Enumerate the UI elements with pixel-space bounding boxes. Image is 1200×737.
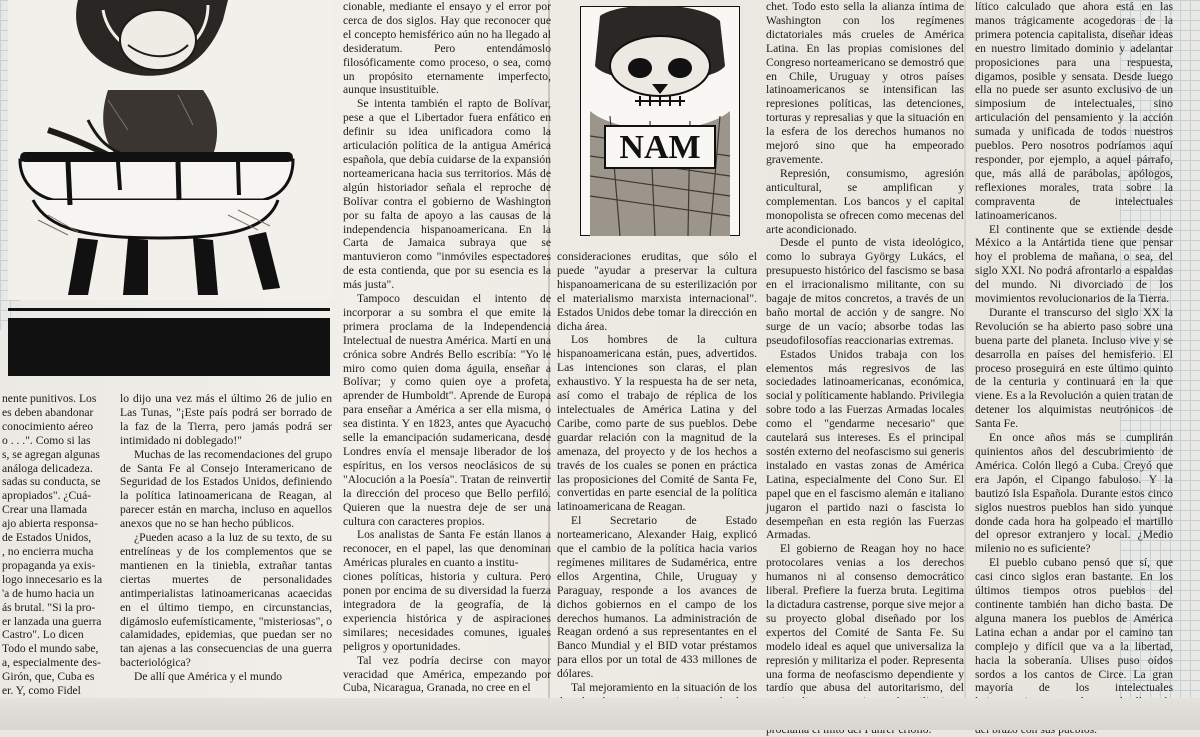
paragraph: Los hombres de la cultura hispanoamericana están, pues, advertidos. Las intenciones son claras, el plan exhaustivo. Y la respuesta ha de ser neta, así como el trabajo de réplica de los intelectuales de América Latina y del Caribe, como parte de sus pueblos. Debe guardar relación con la magnitud de la amenaza, del proyecto y de los hechos a través de los cuales se ponen en práctica las proposiciones del Comité de Santa Fe, convertidas en parte esencial de la política latinoamericana de Reagan. (557, 333, 757, 514)
column-1-line: sadas su conducta, se (2, 475, 101, 489)
caricature-illustration (8, 0, 333, 300)
paragraph: ¿Pueden acaso a la luz de su texto, de su entrelíneas y de los complementos que se mantienen en la tiniebla, extrañar tantas ciertas muertes de personalidades antimperialistas latinoamericanas acaecidas en el último tiempo, en circunstancias, digámoslo eufemísticamente, "misteriosas", o calamidades, epidemias, que puedan ser no tan ajenas a las consecuencias de una guerra bacteriológica? (120, 531, 332, 670)
column-1-line: Crear una llamada (2, 503, 87, 517)
scan-bottom-edge (0, 698, 1200, 730)
column-1-line: de Estados Unidos, (2, 531, 92, 545)
paragraph: Estados Unidos trabaja con los elementos más regresivos de las sociedades latinoamericanas, económica, social y políticamente hablando. Privilegia sobre todo a las Fuerzas Armadas locales como el "gendarme necesario" que cautelará sus intereses. Es el principal sostén externo del neofascismo sui generis instalado en vastas zonas de América Latina, especialmente del Cono Sur. El papel que en el fascismo alemán e italiano jugaron el partido nazi o fascista lo desempeñan en esta región las Fuerzas Armadas. (766, 347, 965, 542)
paragraph: El continente que se extiende desde México a la Antártida tiene que pensar hoy el problema de mañana, o sea, del siglo XXI. No podrá afrontarlo a espaldas del mundo. Ni divorciado de los movimientos revolucionarios de la Tierra. (975, 222, 1173, 306)
column-4 (557, 250, 757, 723)
paragraph: chet. Todo esto sella la alianza íntima de Washington con los regímenes dictatoriales más crueles de América Latina. En las propias comisiones del Congreso norteamericano se demostró que en Chile, Uruguay y otros países latinoamericanos se intensifican las represiones políticas, las detenciones, torturas y represalias y que la situación en la esfera de los derechos humanos no mejoró sino que ha empeorado gravemente. (766, 0, 964, 166)
banner-word: NAM (619, 129, 701, 166)
black-banner (8, 318, 330, 376)
column-1 (2, 392, 110, 698)
column-1-line: Todo el mundo sabe, (2, 642, 99, 656)
column-1-line: ás brutal. "Si la pro- (2, 600, 96, 614)
paragraph: En once años más se cumplirán quinientos años del descubrimiento de América. Colón llegó a Cuba. Creyó que era Japón, el Cipango fabuloso. Y la bautizó Isla Española. Durante estos cinco siglos nuestros pueblos han sido yunque donde cada hora ha golpeado el martillo del opresor extranjero y local. ¿Medio milenio no es suficiente? (975, 431, 1173, 556)
paragraph: lítico calculado que ahora está en las manos trágicamente acogedoras de la primera potencia capitalista, diseñar ideas en nuestro limitado dominio y adelantar proposiciones para una respuesta, digamos, posible y sensata. Desde luego ella no puede ser asunto exclusivo de un simposium de intelectuales, sino articulación del pensamiento y la acción sumada y unificada de todos nuestros pueblos. Pero nosotros podríamos aquí responder, por ejemplo, a aquel párrafo, que, más allá de parábolas, apólogos, reflexiones morales, trata sobre la compraventa de intelectuales latinoamericanos. (975, 0, 1173, 222)
paragraph: Tal vez podría decirse con mayor veracidad que América, empezando por Cuba, Nicaragua, Granada, no cree en el (343, 653, 551, 695)
column-1-line: er lanzada una guerra (2, 614, 102, 628)
paragraph: Muchas de las recomendaciones del grupo de Santa Fe al Consejo Interamericano de Seguridad de los Estados Unidos, definiendo la política latinoamericana de Reagan, al parecer están en marcha, incluso en aquellos anexos que no se han hecho públicos. (120, 447, 332, 531)
rule-line (8, 308, 330, 311)
column-1-line: análoga delicadeza. (2, 461, 93, 475)
column-5 (766, 0, 964, 737)
paragraph: El gobierno de Reagan hoy no hace protocolares venias a los derechos humanos ni al consenso democrático liberal. Prefiere la fuerza bruta. Legitima la dictadura castrense, porque sive mejor a su proyecto global diseñado por los expertos del Comité de Santa Fe. Su modelo ideal es aquel que universaliza la represión y militariza el poder. Representa una forma de neofascismo dependiente y tardío que abusa del autoritarismo, del (766, 542, 964, 695)
column-1-line: 'a de humo hacia un (2, 586, 95, 600)
skull-illustration (580, 6, 740, 236)
paragraph: Tampoco descuidan el intento de incorporar a su sombra el que emite la primera proclama de la Independencia Intelectual de nuestra América. Martí en una crónica sobre Andrés Bello escribía: "Yo le miro como quien doma águila, enseñar a Bolívar; y como quien oye a profeta, aprender de Humboldt". Aprende de Europa para enseñar a América a ser ella misma, o sea distinta. Y en 1823, antes que Ayacucho selle la emancipación sudamericana, desde Londres envía el mensaje liberador de los espíritus, en los versos neoclásicos de su "Alocución a la Poesía". Tratan de reinvertir la dirección del proceso que Bello perfiló. Quieren que la nuestra deje de ser una cultura con caracteres propios. (343, 292, 551, 528)
paragraph: Tal mejoramiento en la situación de los (571, 681, 757, 695)
column-6 (975, 0, 1173, 737)
paragraph: El Secretario de Estado norteamericano, Alexander Haig, explicó que el cambio de la política hacia varios regímenes militares de Sudamérica, entre ellos Argentina, Chile, Uruguay y Paraguay, responde a los avances de dichos gobiernos en el campo de los derechos humanos. La administración de Reagan ordenó a sus representantes en el Banco Mundial y el BID votar préstamos para ellos por un total de 433 millones de dólares. (557, 514, 757, 681)
paragraph: El pueblo cubano pensó que sí, que casi cinco siglos eran bastante. En los últimos tiempos otros pueblos del continente también han dicho basta. De alguna manera los pueblos de América Latina echan a andar por el camino tan complejo y difícil que va a la libertad, hacia la soberanía. Ulises puso oídos sordos a los cantos de Circe. La gran mayoría de los intelectuales (975, 556, 1173, 695)
column-1-line: nente punitivos. Los (2, 392, 97, 405)
paragraph: Durante el transcurso del siglo XX la Revolución se ha abierto paso sobre una buena parte del planeta. Incluso vive y se desarrolla en países del hemisferio. El proceso proseguirá en este último quinto de la centuria y continuará en la que viene. Es a la Revolución a quien tratan de detener los alquimistas neutrónicos de Santa Fe. (975, 305, 1173, 431)
paragraph: cionable, mediante el ensayo y el error por cerca de dos siglos. Hay que reconocer que el concepto hemisférico aún no ha llegado al desideratum. Pero entendámoslo filosóficamente como proceso, o sea, como un propósito eternamente imperfecto, aunque insustituible. (343, 0, 551, 97)
column-1-line: o . . .". Como si las (2, 433, 91, 447)
column-1-line: propaganda ya exis- (2, 558, 96, 572)
column-1-line: Girón, que, Cuba es (2, 670, 95, 684)
column-1-line: er. Y, como Fidel (2, 684, 81, 698)
paragraph: Represión, consumismo, agresión anticultural, se amplifican y complementan. Los bancos y el capital monopolista se ofrecen como mecenas del arte acondicionado. (766, 166, 964, 236)
paragraph: De allí que América y el mundo (134, 670, 283, 684)
column-1-line: es deben abandonar (2, 405, 94, 419)
column-2 (120, 392, 332, 684)
paragraph: lo dijo una vez más el último 26 de julio en Las Tunas, "¡Este país podrá ser borrado de la faz de la Tierra, pero jamás podrá ser intimidado ni doblegado!" (120, 392, 332, 447)
column-1-line: conocimiento aéreo (2, 419, 94, 433)
column-1-line: , no encierra mucha (2, 544, 94, 558)
column-1-line: Castro". Lo dicen (2, 628, 84, 642)
paragraph: consideraciones eruditas, que sólo el puede "ayudar a preservar la cultura hispanoamericana de su esterilización por el materialismo marxista internacional". Estados Unidos debe tomar la dirección en dicha área. (557, 250, 757, 333)
paragraph: Los analistas de Santa Fe están llanos a reconocer, en el papel, las que denominan Américas plurales en cuanto a institu- (343, 528, 551, 570)
paragraph: Se intenta también el rapto de Bolívar, pese a que el Libertador fuera enfático en definir su idea unificadora como la articulación política de la antigua América española, que debía cuidarse de la expansión norteamericana hacia sus territorios. Más de algún historiador señala el reproche de Bolívar contra el gobierno de Washington por su falta de apoyo a las causas de la independencia hispanoamericana. En la Carta de Jamaica subraya que se mantuvieron como "inmóviles espectadores de esta contienda, que por su esencia es la más justa". (343, 97, 551, 292)
page-fold-right (964, 0, 966, 730)
column-3 (343, 0, 551, 695)
column-1-line: ajo abierta responsa- (2, 517, 98, 531)
column-1-line: logo innecesario es la (2, 572, 103, 586)
column-1-line: apropiados". ¿Cuá- (2, 489, 92, 503)
column-1-line: a, especialmente des- (2, 656, 101, 670)
column-1-line: s, se agregan algunas (2, 447, 100, 461)
paragraph: ciones políticas, historia y cultura. Pero ponen por encima de su diversidad la fuerza integradora de la geografía, de la experiencia histórica y de aspiraciones similares; necesidades comunes, iguales peligros y oportunidades. (343, 570, 551, 653)
paragraph: Desde el punto de vista ideológico, como lo subraya György Lukács, el presupuesto histórico del fascismo se basa en el irracionalismo militante, con su bagaje de mitos concretos, a través de un baño mortal de acción y de sangre. No surge de un vacío; absorbe todas las pseudofilosofías reaccionarias extremas. (766, 236, 964, 347)
